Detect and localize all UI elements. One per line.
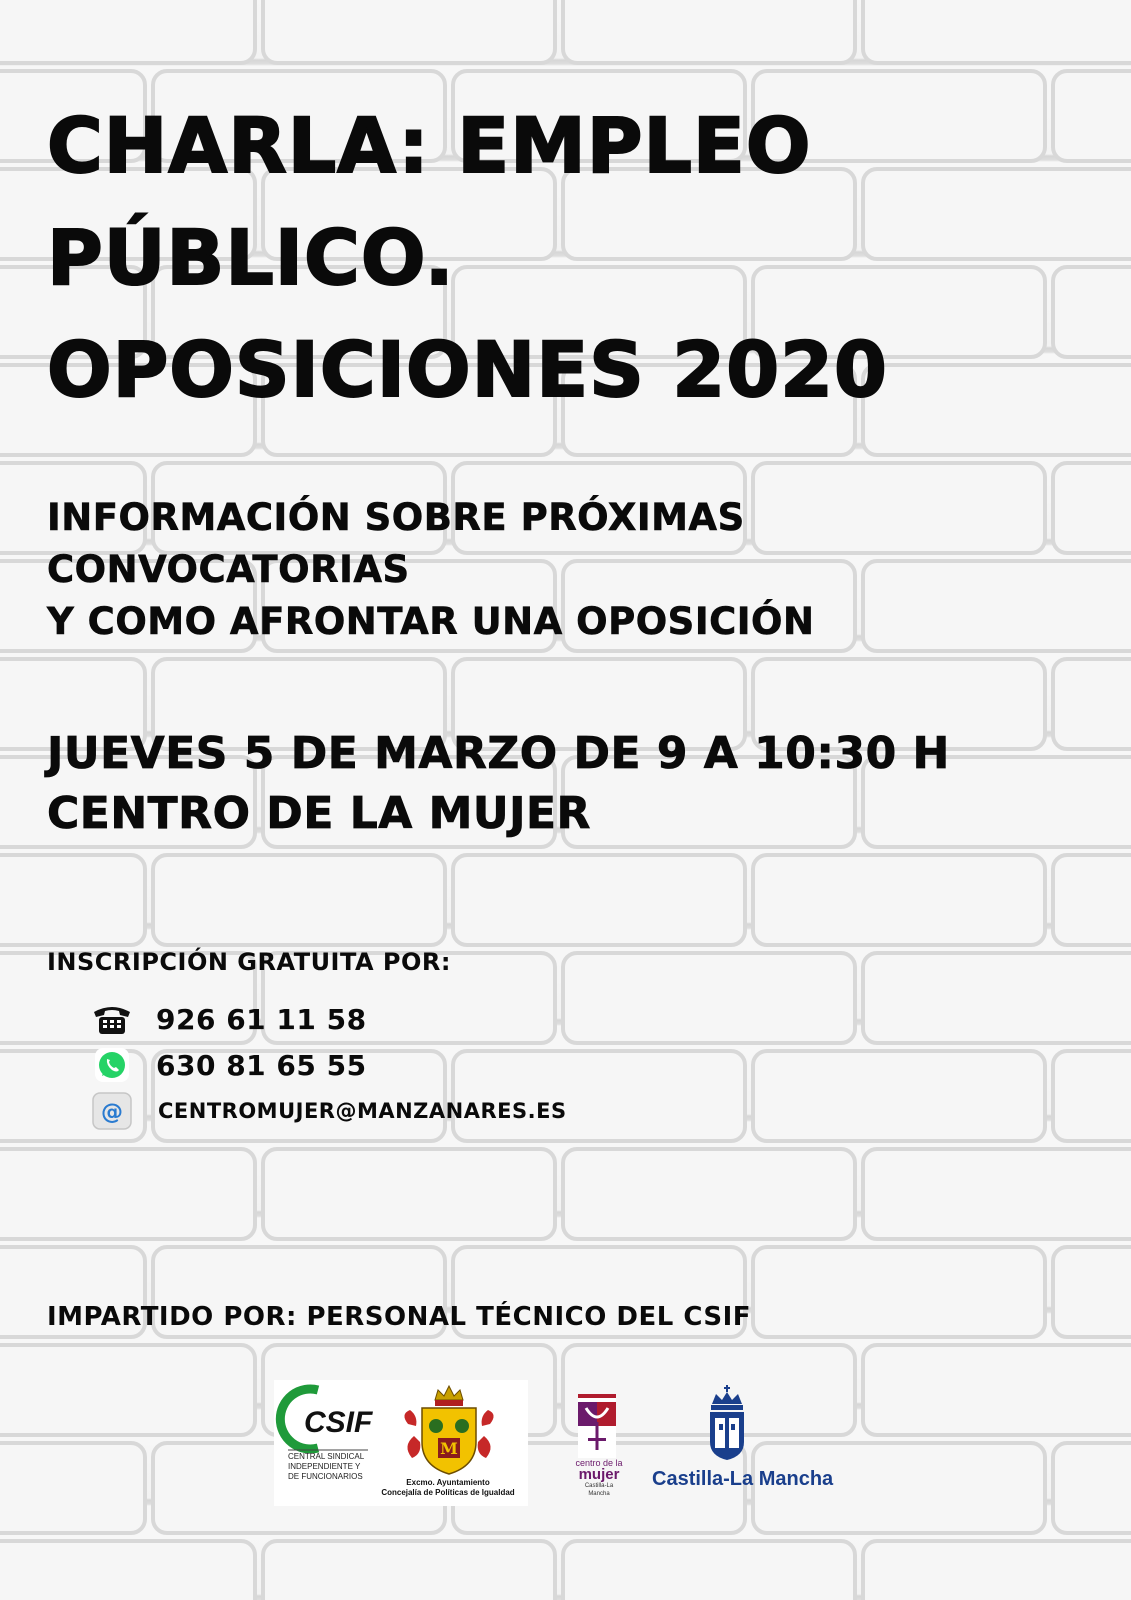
brick bbox=[863, 169, 1131, 259]
telephone-icon bbox=[90, 1000, 134, 1038]
csif-caption: CENTRAL SINDICAL INDEPENDIENTE Y DE FUNCIONARIOS bbox=[288, 1452, 365, 1481]
brick bbox=[453, 855, 745, 945]
sponsor-logos bbox=[0, 1380, 1131, 1510]
title-line-2: PÚBLICO. bbox=[47, 213, 455, 302]
whatsapp-row[interactable] bbox=[90, 1046, 367, 1084]
brick bbox=[153, 855, 445, 945]
brick bbox=[563, 953, 855, 1043]
subtitle-line-2: CONVOCATORIAS bbox=[47, 548, 410, 591]
title-line-1: CHARLA: EMPLEO bbox=[47, 101, 812, 190]
phone-row[interactable] bbox=[90, 1000, 367, 1038]
brick bbox=[563, 1541, 855, 1600]
brick bbox=[863, 1541, 1131, 1600]
brick bbox=[563, 0, 855, 63]
imparted-by: IMPARTIDO POR: PERSONAL TÉCNICO DEL CSIF bbox=[47, 1302, 752, 1332]
brick bbox=[1053, 463, 1131, 553]
poster-title bbox=[47, 90, 888, 426]
event-details bbox=[47, 724, 950, 844]
brick bbox=[263, 0, 555, 63]
brick bbox=[1053, 659, 1131, 749]
brick bbox=[1053, 1051, 1131, 1141]
email-icon bbox=[90, 1092, 134, 1130]
brick bbox=[0, 1541, 255, 1600]
title-line-3: OPOSICIONES 2020 bbox=[47, 325, 888, 414]
castilla-la-mancha-crest bbox=[702, 1384, 752, 1462]
centro-mujer-caption: centro de la mujer Castilla-La Mancha bbox=[575, 1458, 623, 1497]
phone-number: 926 61 11 58 bbox=[156, 1002, 367, 1036]
event-place: CENTRO DE LA MUJER bbox=[47, 788, 591, 839]
ayuntamiento-caption: Excmo. Ayuntamiento Concejalía de Políticas de Igualdad bbox=[381, 1478, 515, 1497]
brick bbox=[563, 1149, 855, 1239]
svg-text:@: @ bbox=[101, 1100, 123, 1125]
subtitle-line-3: Y COMO AFRONTAR UNA OPOSICIÓN bbox=[47, 600, 815, 643]
brick bbox=[0, 0, 255, 63]
brick bbox=[863, 365, 1131, 455]
registration-heading: INSCRIPCIÓN GRATUITA POR: bbox=[47, 948, 451, 976]
subtitle-line-1: INFORMACIÓN SOBRE PRÓXIMAS bbox=[47, 496, 745, 539]
brick bbox=[863, 561, 1131, 651]
brick bbox=[0, 1149, 255, 1239]
brick bbox=[753, 1051, 1045, 1141]
brick bbox=[863, 953, 1131, 1043]
csif-ayuntamiento-logo-panel bbox=[274, 1380, 528, 1506]
brick bbox=[863, 0, 1131, 63]
brick bbox=[1053, 71, 1131, 161]
poster-subtitle bbox=[47, 492, 814, 648]
brick bbox=[263, 1541, 555, 1600]
brick bbox=[0, 855, 145, 945]
brick bbox=[1053, 267, 1131, 357]
brick bbox=[753, 1247, 1045, 1337]
svg-text:M: M bbox=[440, 1439, 458, 1458]
brick bbox=[1053, 1247, 1131, 1337]
whatsapp-icon bbox=[90, 1046, 134, 1084]
brick bbox=[863, 1149, 1131, 1239]
brick bbox=[1053, 855, 1131, 945]
svg-text:CSIF: CSIF bbox=[304, 1406, 373, 1439]
brick bbox=[263, 1149, 555, 1239]
email-address: CENTROMUJER@MANZANARES.ES bbox=[158, 1099, 567, 1123]
ayuntamiento-coat-of-arms bbox=[394, 1384, 504, 1478]
email-row[interactable] bbox=[90, 1092, 567, 1130]
event-date: JUEVES 5 DE MARZO DE 9 A 10:30 H bbox=[47, 728, 950, 779]
brick bbox=[753, 855, 1045, 945]
castilla-la-mancha-name: Castilla-La Mancha bbox=[652, 1468, 834, 1490]
whatsapp-number: 630 81 65 55 bbox=[156, 1048, 367, 1082]
